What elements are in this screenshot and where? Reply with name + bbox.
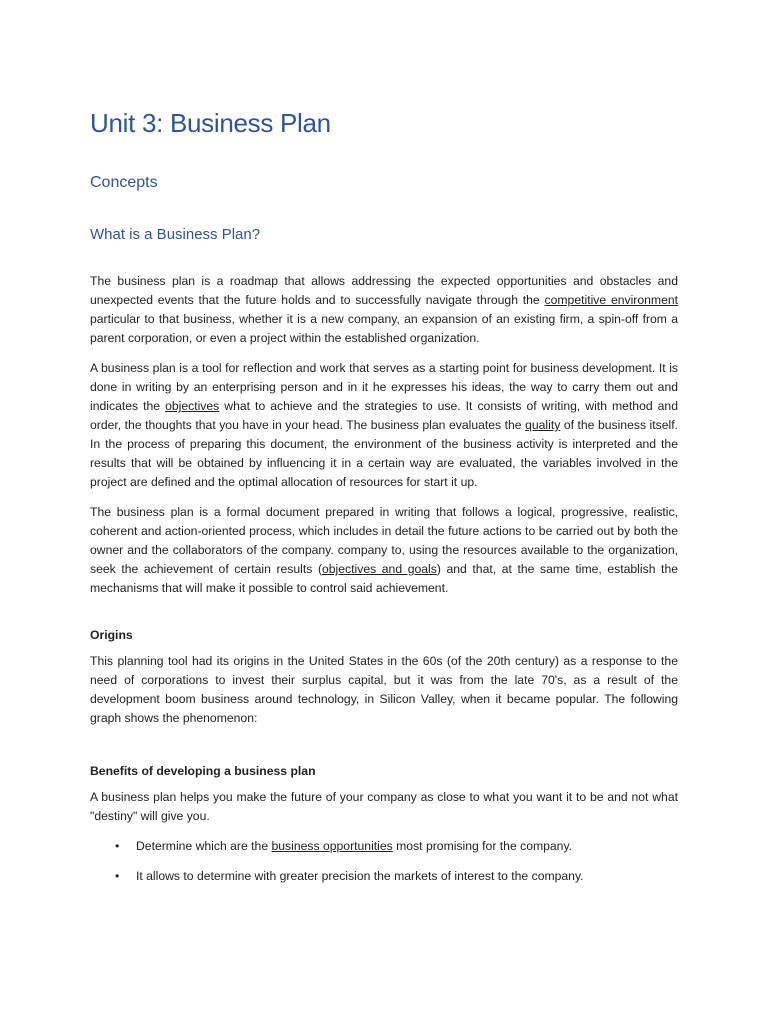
paragraph-formal-document xyxy=(90,503,678,598)
subsection-heading: What is a Business Plan? xyxy=(90,226,261,243)
text-run: Determine which are the xyxy=(136,839,272,853)
list-item xyxy=(90,867,678,886)
link-competitive-environment[interactable]: competitive environment xyxy=(544,293,679,307)
document-body xyxy=(90,272,678,897)
heading-benefits: Benefits of developing a business plan xyxy=(90,764,316,778)
text-run: what to achieve and the strategies to use. It consists of writing, with method and order, the thoughts that you have in your head. The business plan evaluates the xyxy=(90,399,678,432)
text-run: particular to that business, whether it is a new company, an expansion of an existing firm, a spin-off from a parent corporation, or even a project within the established organization. xyxy=(90,312,678,345)
text-run: ) and that, at the same time, establish the mechanisms that will make it possible to control said achievement. xyxy=(90,562,678,595)
text-run: most promising for the company. xyxy=(392,839,573,853)
text-run: The business plan is a roadmap that allows addressing the expected opportunities and obstacles and unexpected events that the future holds and to successfully navigate through the xyxy=(90,274,678,307)
benefits-list xyxy=(90,837,678,886)
text-run: A business plan is a tool for reflection and work that serves as a starting point for business development. It is done in writing by an enterprising person and in it he expresses his ideas, the way to carry them out and indicates the xyxy=(90,361,678,413)
bullet-icon: • xyxy=(115,839,120,853)
bullet-icon: • xyxy=(115,869,120,883)
section-heading-concepts: Concepts xyxy=(90,174,158,191)
paragraph-benefits: A business plan helps you make the future of your company as close to what you want it to be and not what "destiny" will give you. xyxy=(90,790,678,823)
list-item xyxy=(90,837,678,856)
paragraph-origins: This planning tool had its origins in the United States in the 60s (of the 20th century) as a response to the need of corporations to invest their surplus capital, but it was from the late 70's, as a result of the development boom business around technology, in Silicon Valley, when it became popular. The following graph shows the phenomenon: xyxy=(90,654,678,725)
link-objectives-and-goals[interactable]: objectives and goals xyxy=(322,562,437,576)
page-title: Unit 3: Business Plan xyxy=(90,108,331,138)
text-run: The business plan is a formal document prepared in writing that follows a logical, progressive, realistic, coherent and action-oriented process, which includes in detail the future actions to be carried out by both the owner and the collaborators of the company. company to, using the resources available to the organization, seek the achievement of certain results ( xyxy=(90,505,678,576)
text-run: It allows to determine with greater precision the markets of interest to the company. xyxy=(136,869,584,883)
heading-origins: Origins xyxy=(90,628,133,642)
link-quality[interactable]: quality xyxy=(525,418,561,432)
link-objectives[interactable]: objectives xyxy=(165,399,220,413)
paragraph-tool-for-reflection xyxy=(90,359,678,492)
text-run: of the business itself. In the process of preparing this document, the environment of the business activity is interpreted and the results that will be obtained by influencing it in a certain way are evaluated, the variables involved in the project are defined and the optimal allocation of resources for start it up. xyxy=(90,418,679,489)
paragraph-roadmap xyxy=(90,272,678,348)
link-business-opportunities[interactable]: business opportunities xyxy=(271,839,393,853)
